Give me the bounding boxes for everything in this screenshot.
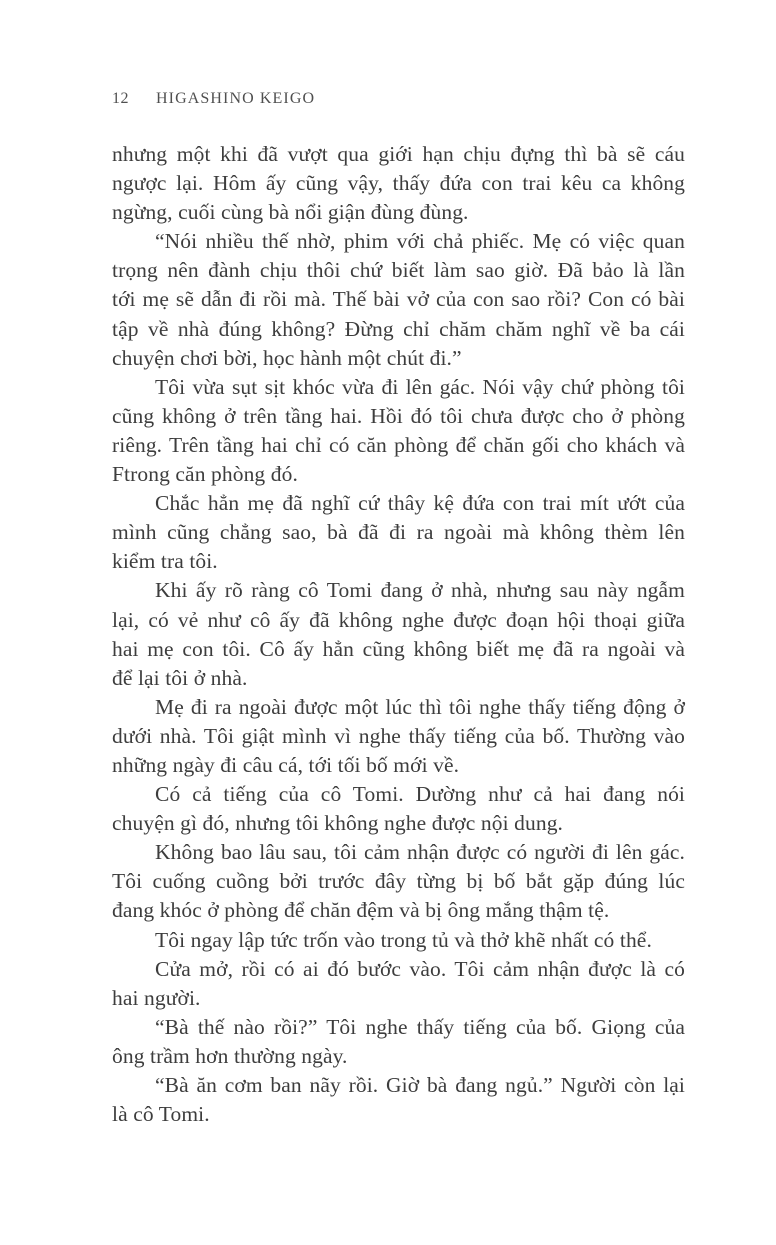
paragraph [112,955,685,1013]
text-line: cũng không ở trên tầng hai. Hồi đó tôi chưa được cho ở phòng [112,403,685,428]
text-line: Khi ấy rõ ràng cô Tomi đang ở nhà, nhưng sau này ngẫm [155,578,685,603]
running-header [112,91,315,107]
paragraph [112,1013,685,1071]
paragraph [112,780,685,838]
paragraph [112,1071,685,1129]
paragraph [112,926,685,955]
text-line: nhưng một khi đã vượt qua giới hạn chịu đựng thì bà sẽ cáu [112,142,685,166]
text-line: chuyện chơi bời, học hành một chút đi.” [112,345,462,370]
text-line: Cửa mở, rồi có ai đó bước vào. Tôi cảm nhận được là có [155,956,685,981]
text-line: đang khóc ở phòng để chăn đệm và bị ông mắng thậm tệ. [112,898,610,923]
text-line: Ftrong căn phòng đó. [112,462,298,487]
paragraph [112,140,685,227]
paragraph [112,693,685,780]
text-line: Tôi ngay lập tức trốn vào trong tủ và thở khẽ nhất có thể. [155,927,652,952]
paragraph [112,489,685,576]
text-line: hai người. [112,985,201,1010]
text-line: mình cũng chẳng sao, bà đã đi ra ngoài mà không thèm lên [112,520,685,545]
text-line: ông trầm hơn thường ngày. [112,1043,348,1068]
text-line: chuyện gì đó, nhưng tôi không nghe được nội dung. [112,811,564,836]
text-line: Mẹ đi ra ngoài được một lúc thì tôi nghe thấy tiếng động ở [155,694,685,719]
text-line: lại, có vẻ như cô ấy đã không nghe được đoạn hội thoại giữa [112,607,685,632]
text-line: tới mẹ sẽ dẫn đi rồi mà. Thế bài vở của con sao rồi? Con có bài [112,287,685,312]
paragraph [112,373,685,489]
text-line: Tôi cuống cuồng bởi trước đây từng bị bố bắt gặp đúng lúc [112,869,685,894]
text-line: để lại tôi ở nhà. [112,665,248,690]
text-line: dưới nhà. Tôi giật mình vì nghe thấy tiếng của bố. Thường vào [112,723,685,748]
paragraph [112,576,685,692]
text-line: Có cả tiếng của cô Tomi. Dường như cả hai đang nói [155,782,685,807]
author-header: HIGASHINO KEIGO [156,90,316,107]
text-line: hai mẹ con tôi. Cô ấy hẳn cũng không biết mẹ đã ra ngoài và [112,636,685,661]
text-line: “Bà thế nào rồi?” Tôi nghe thấy tiếng của bố. Giọng của [155,1014,685,1039]
text-line: “Nói nhiều thế nhờ, phim với chả phiếc. Mẹ có việc quan [155,229,685,254]
text-line: những ngày đi câu cá, tới tối bố mới về. [112,752,460,777]
page-number: 12 [112,90,129,107]
text-line: là cô Tomi. [112,1102,210,1127]
text-line: Chắc hẳn mẹ đã nghĩ cứ thây kệ đứa con trai mít ướt của [155,491,685,516]
text-line: tập về nhà đúng không? Đừng chỉ chăm chăm nghĩ về ba cái [112,316,685,341]
text-line: Tôi vừa sụt sịt khóc vừa đi lên gác. Nói vậy chứ phòng tôi [155,374,685,399]
text-line: riêng. Trên tầng hai chỉ có căn phòng để chăn gối cho khách và [112,432,685,457]
text-line: ngừng, cuối cùng bà nổi giận đùng đùng. [112,200,469,225]
text-line: trọng nên đành chịu thôi chứ biết làm sao giờ. Đã bảo là lần [112,258,685,283]
text-line: ngược lại. Hôm ấy cũng vậy, thấy đứa con trai kêu ca không [112,171,685,196]
paragraph [112,838,685,925]
text-line: Không bao lâu sau, tôi cảm nhận được có người đi lên gác. [155,840,685,865]
text-line: kiểm tra tôi. [112,549,218,574]
paragraph [112,227,685,372]
text-line: “Bà ăn cơm ban nãy rồi. Giờ bà đang ngủ.” Người còn lại [155,1073,685,1097]
page-body [112,140,685,1129]
